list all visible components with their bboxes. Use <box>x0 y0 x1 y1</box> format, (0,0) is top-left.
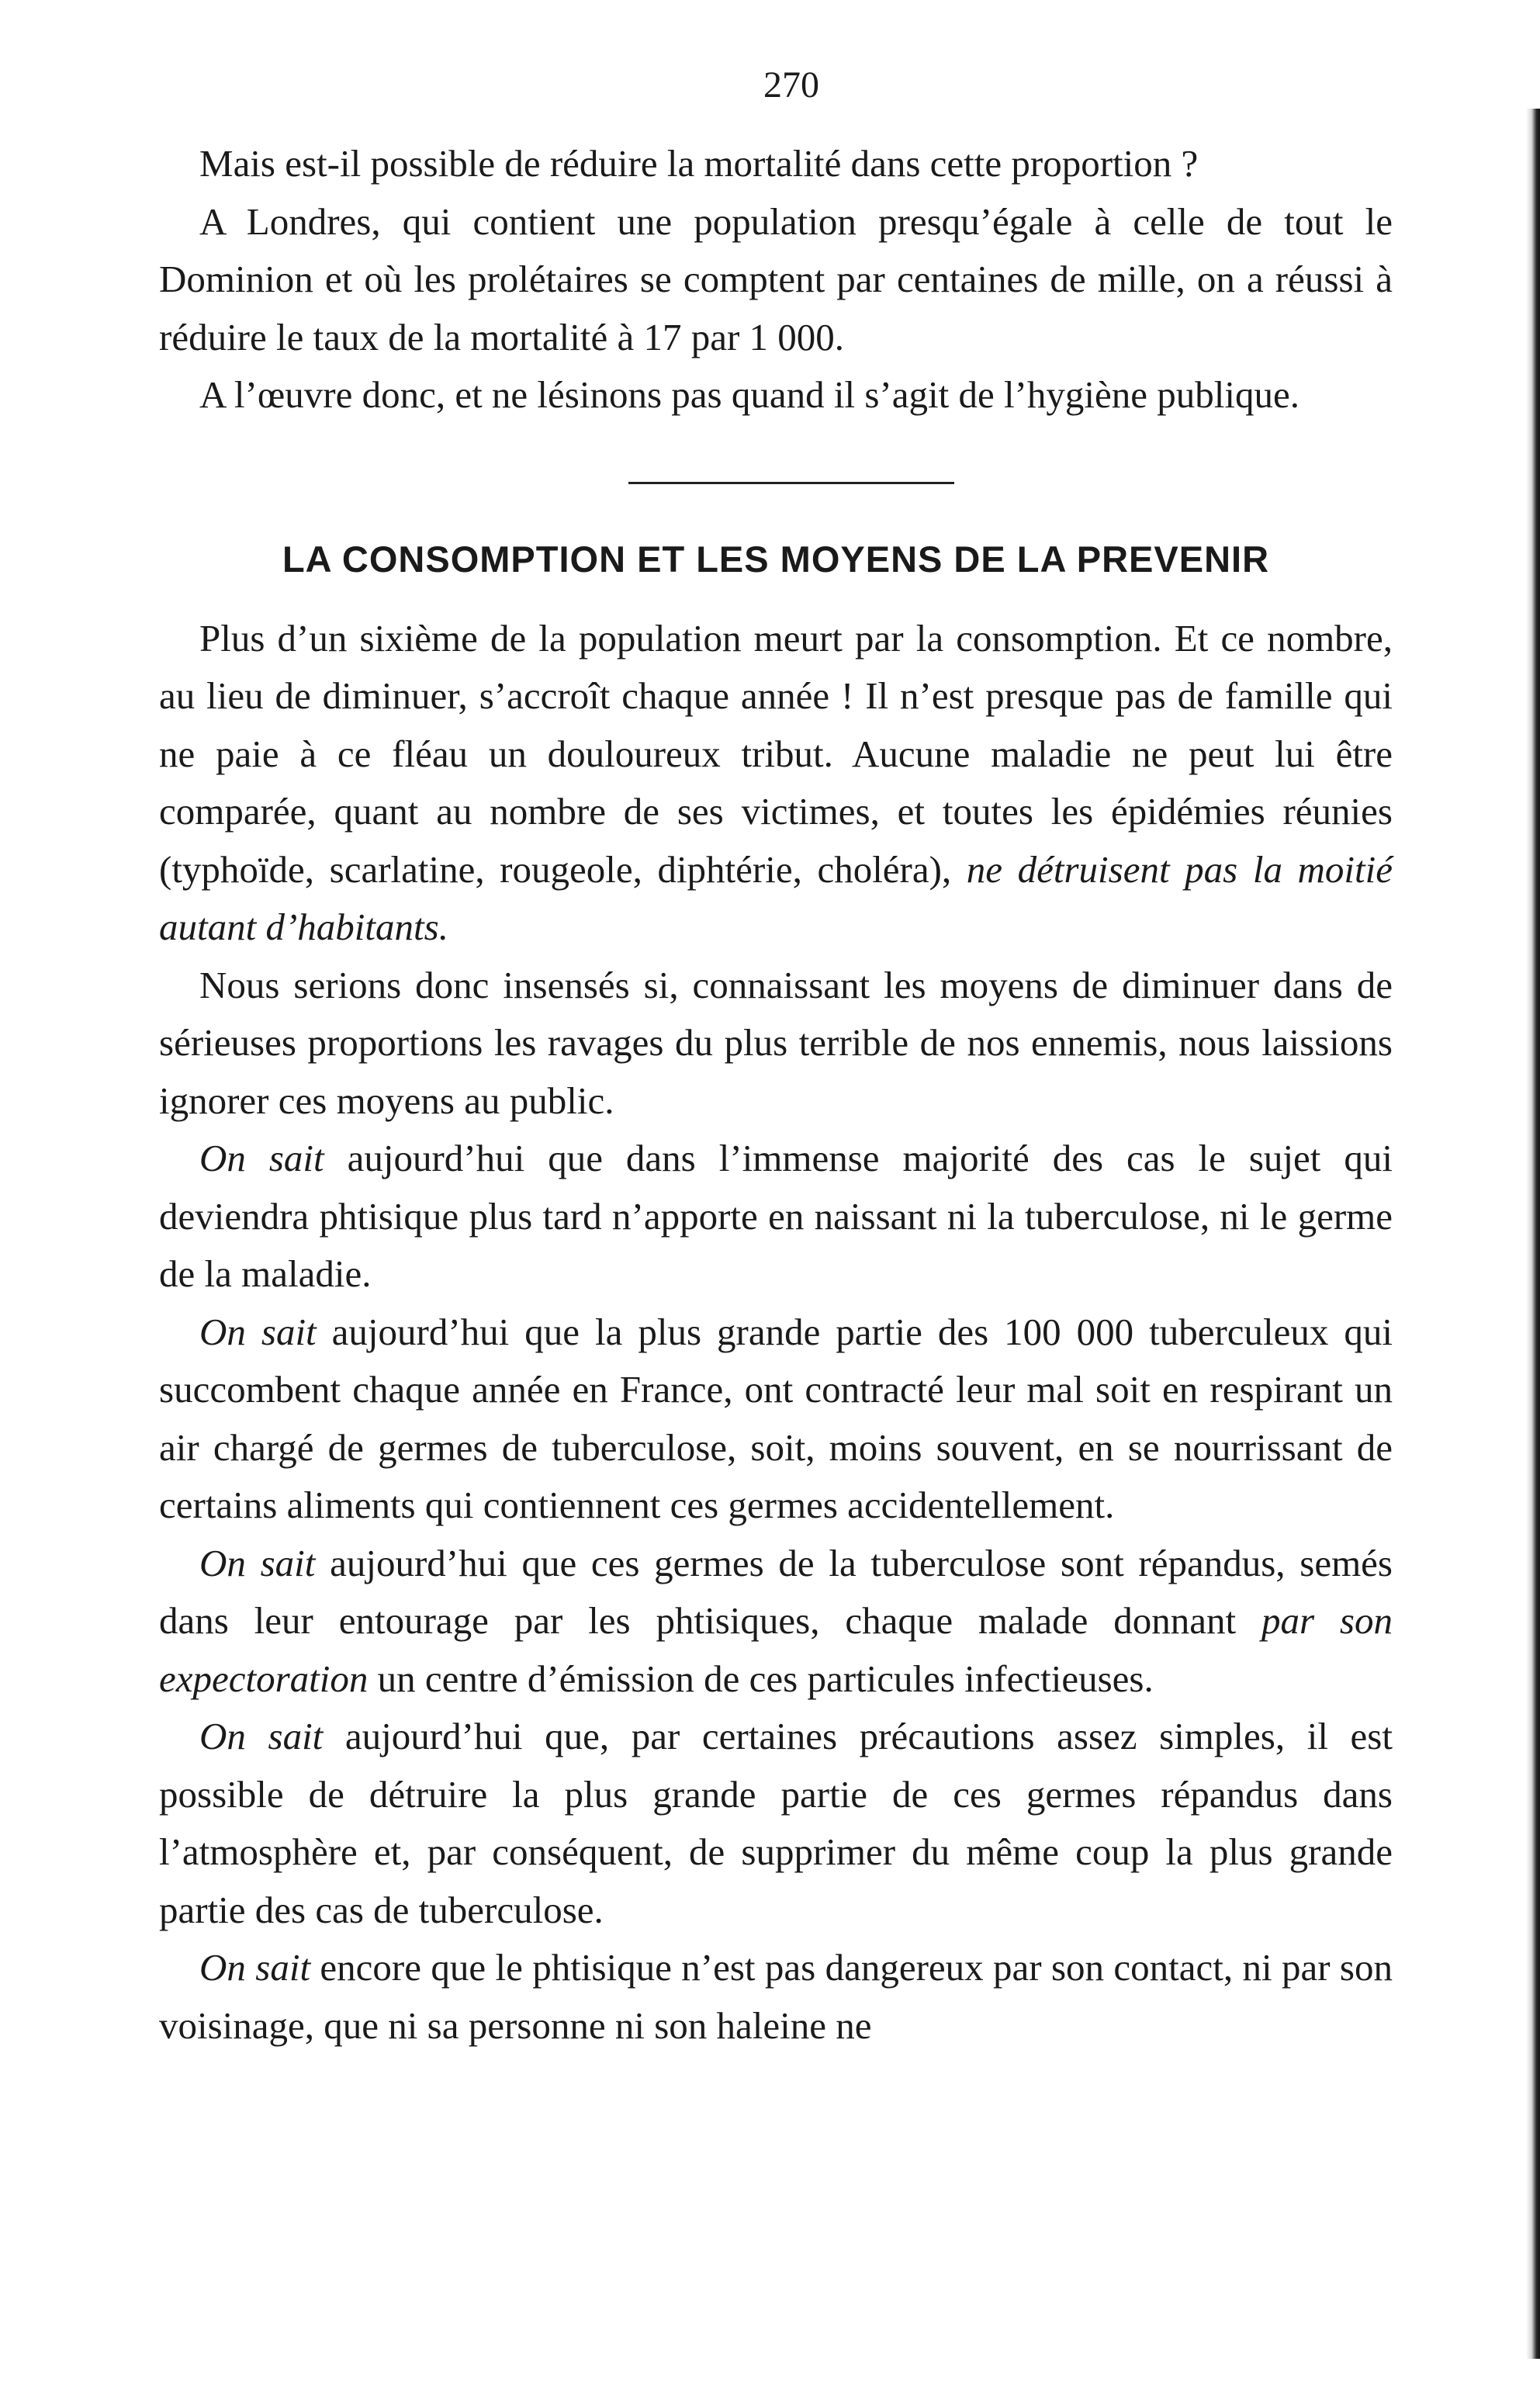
on-sait-label: On sait <box>199 1715 324 1757</box>
paragraph-on-sait-5 <box>159 1939 1393 2055</box>
page-number: 270 <box>763 64 819 106</box>
paragraph-on-sait-2 <box>159 1304 1393 1535</box>
on-sait-label: On sait <box>199 1541 316 1584</box>
paragraph-insenses: Nous serions donc insensés si, connaissant les moyens de diminuer dans de sérieuses proportions les ravages du plus terrible de nos ennemis, nous laissions ignorer ces moyens au public. <box>159 963 1393 1122</box>
expectoration-italic: par son expectoration <box>159 1599 1393 1700</box>
paragraph-on-sait-3 <box>159 1535 1393 1709</box>
paragraph-text: aujourd’hui que la plus grande partie des 100 000 tuberculeux qui succombent chaque année en France, ont contracté leur mal soit en respirant un air chargé de germes de tuberculose, soit, moins souvent, en se nourrissant de certains aliments qui contiennent ces germes accidentellement. <box>159 1310 1393 1526</box>
paragraph-question: Mais est-il possible de réduire la mortalité dans cette proportion ? <box>199 142 1199 185</box>
paragraph-text: un centre d’émission de ces particules infectieuses. <box>368 1657 1154 1700</box>
on-sait-label: On sait <box>199 1310 317 1353</box>
paragraph-text: aujourd’hui que, par certaines précautions assez simples, il est possible de détruire la plus grande partie de ces germes répandus dans l’atmosphère et, par conséquent, de supprimer du même coup la plus grande partie des cas de tuberculose. <box>159 1715 1393 1931</box>
paragraph-consumption-text: Plus d’un sixième de la population meurt par la consomption. Et ce nombre, au lieu de diminuer, s’accroît chaque année ! Il n’est presque pas de famille qui ne paie à ce fléau un douloureux tribut. Aucune maladie ne peut lui être comparée, quant au nombre de ses victimes, et toutes les épidémies réunies (typhoïde, scarlatine, rougeole, diphtérie, choléra), <box>159 616 1393 891</box>
paragraph-consumption <box>159 610 1393 957</box>
section-divider <box>628 482 954 484</box>
paragraph-text: aujourd’hui que dans l’immense majorité des cas le sujet qui deviendra phtisique plus tard n’apporte en naissant ni la tuberculose, ni le germe de la maladie. <box>159 1137 1393 1295</box>
paragraph-consumption-italic: ne détruisent pas la moitié autant d’habitants. <box>159 847 1393 948</box>
paragraph-on-sait-4 <box>159 1708 1393 1939</box>
page-edge-shadow <box>1526 109 1540 2359</box>
paragraph-london: A Londres, qui contient une population presqu’égale à celle de tout le Dominion et où les prolétaires se comptent par centaines de mille, on a réussi à réduire le taux de la mortalité à 17 par 1 000. <box>159 199 1393 358</box>
on-sait-label: On sait <box>199 1946 311 1989</box>
paragraph-text: encore que le phtisique n’est pas dangereux par son contact, ni par son voisinage, que ni sa personne ni son haleine ne <box>159 1946 1393 2047</box>
on-sait-label: On sait <box>199 1137 324 1179</box>
paragraph-on-sait-1 <box>159 1130 1393 1304</box>
page-body <box>159 62 1393 2055</box>
paragraph-hygiene: A l’œuvre donc, et ne lésinons pas quand il s’agit de l’hygiène publique. <box>199 373 1299 416</box>
section-title: LA CONSOMPTION ET LES MOYENS DE LA PREVENIR <box>282 538 1270 580</box>
paragraph-text: aujourd’hui que ces germes de la tuberculose sont répandus, semés dans leur entourage par les phtisiques, chaque malade donnant <box>159 1541 1393 1642</box>
